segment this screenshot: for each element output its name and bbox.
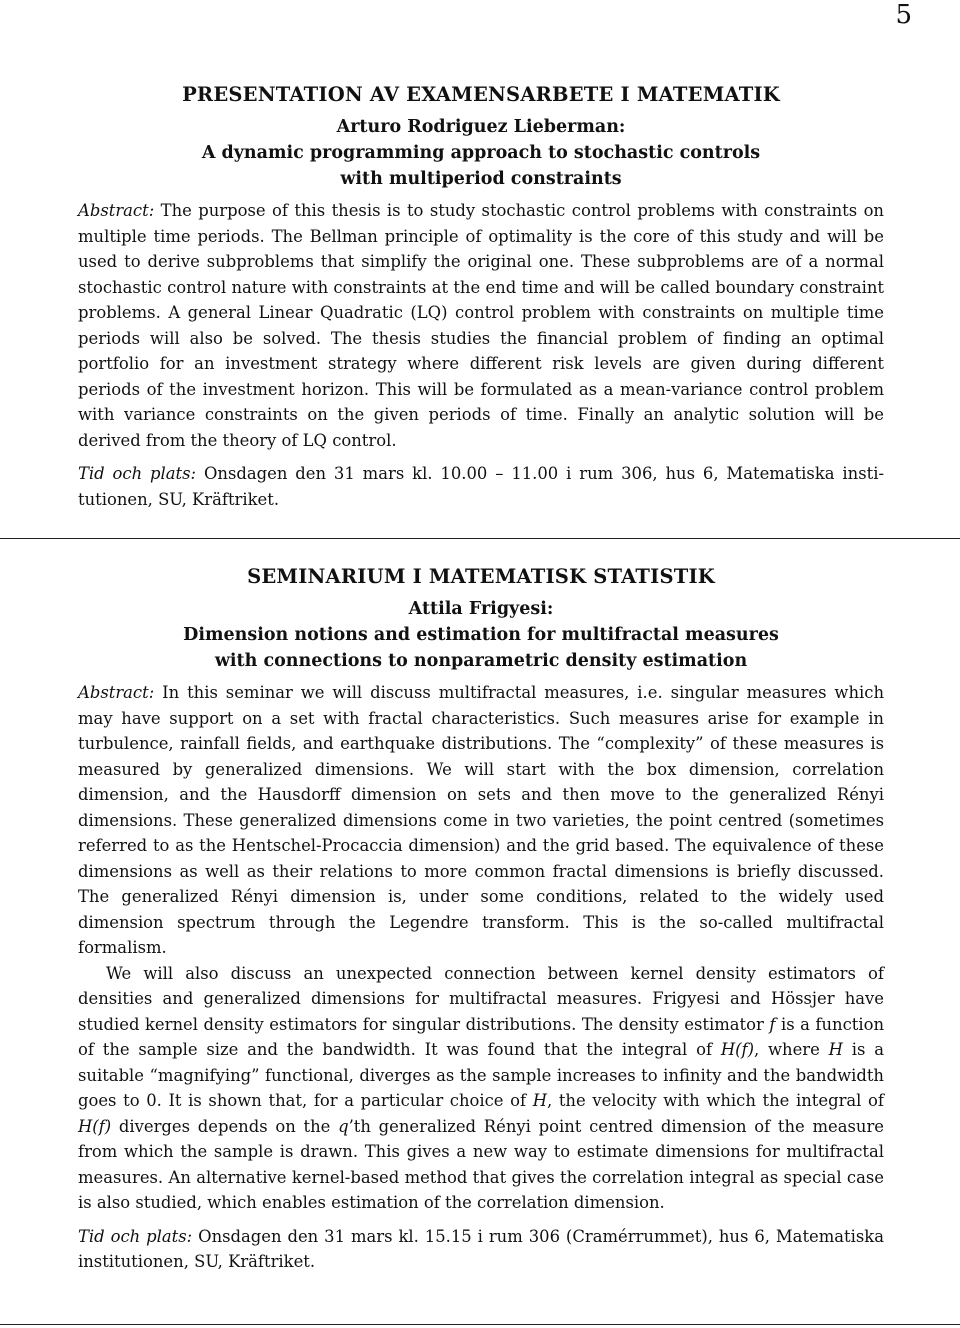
text-run: is a function of the sample size and the bandwidth. It was found that the integral of: [78, 1014, 885, 1059]
talk-title-line1: A dynamic programming approach to stochastic controls: [201, 143, 761, 163]
page-number: 5: [895, 0, 912, 30]
speaker-name: Arturo Rodriguez Lieberman:: [336, 117, 626, 137]
abstract-paragraph-2: [78, 961, 884, 1216]
bottom-divider: [0, 1324, 960, 1325]
speaker-name: Attila Frigyesi:: [408, 599, 554, 619]
abstract-label: Abstract:: [78, 683, 155, 702]
text-run: is a suitable “magnifying” functional, diverges as the sample increases to infinity and the bandwidth goes to 0. It is shown that, for a particular choice of: [78, 1040, 884, 1110]
time-place-text: Onsdagen den 31 mars kl. 15.15 i rum 306 (Cramérrummet), hus 6, Matematiska institutionen, SU, Kräftriket.: [78, 1226, 884, 1271]
abstract: [78, 198, 884, 453]
section-divider: [0, 538, 960, 539]
abstract-text: The purpose of this thesis is to study stochastic control problems with constraints on multiple time periods. The Bellman principle of optimality is the core of this study and will be used to derive subproblems that simplify the original one. These subproblems are of a normal stochastic control nature with constraints at the end time and will be called boundary constraint problems. A general Linear Quadratic (LQ) control problem with constraints on multiple time periods will also be solved. The thesis studies the financial problem of finding an optimal portfolio for an investment strategy where different risk levels are given during different periods of the investment horizon. This will be formulated as a mean-variance control problem with variance constraints on the given periods of time. Finally an analytic solution will be derived from the theory of LQ control.: [78, 201, 884, 450]
abstract-paragraph: [78, 198, 884, 453]
time-place: [78, 461, 884, 512]
abstract-label: Abstract:: [78, 201, 155, 220]
abstract: [78, 680, 884, 1216]
text-run: , the velocity with which the integral of: [547, 1091, 884, 1110]
text-run: diverges depends on the: [111, 1116, 339, 1136]
section-seminar-statistics: [78, 562, 884, 1275]
text-run: We will also discuss an unexpected connection between kernel density estimators of densities and generalized dimensions for multifractal measures. Frigyesi and Hössjer have studied kernel density estimators for singular distributions. The density estimator: [78, 963, 884, 1034]
math-H: H: [532, 1091, 547, 1110]
math-f: f: [769, 1014, 776, 1034]
section-heading: PRESENTATION AV EXAMENSARBETE I MATEMATIK: [182, 83, 780, 106]
section-thesis-presentation: [78, 80, 884, 512]
talk-title-line1: Dimension notions and estimation for multifractal measures: [183, 625, 779, 645]
math-Hf: H(f): [78, 1116, 112, 1136]
talk-title-line2: with multiperiod constraints: [340, 169, 622, 189]
math-Hf: H(f): [720, 1040, 754, 1059]
time-place-label: Tid och plats:: [78, 1226, 193, 1246]
abstract-paragraph-1: [78, 680, 884, 961]
talk-title-line2: with connections to nonparametric density estimation: [214, 651, 748, 671]
math-H: H: [828, 1040, 843, 1059]
time-place: [78, 1224, 884, 1275]
text-run: , where: [754, 1040, 829, 1059]
text-run: ’th generalized Rényi point centred dimension of the measure from which the sample is drawn. This gives a new way to estimate dimensions for multifractal measures. An alternative kernel-based method that gives the correlation integral as special case is also studied, which enables estimation of the correlation dimension.: [78, 1116, 885, 1212]
time-place-text: Onsdagen den 31 mars kl. 10.00 – 11.00 i rum 306, hus 6, Matematiska institutionen, SU, Kräftriket.: [78, 464, 885, 509]
section-heading: SEMINARIUM I MATEMATISK STATISTIK: [247, 565, 715, 588]
time-place-label: Tid och plats:: [78, 464, 197, 483]
abstract-text-1: In this seminar we will discuss multifractal measures, i.e. singular measures which may have support on a set with fractal characteristics. Such measures arise for example in turbulence, rainfall fields, and earthquake distributions. The “complexity” of these measures is measured by generalized dimensions. We will start with the box dimension, correlation dimension, and the Hausdorff dimension on sets and then move to the generalized Rényi dimensions. These generalized dimensions come in two varieties, the point centred (sometimes referred to as the Hentschel-Procaccia dimension) and the grid based. The equivalence of these dimensions as well as their relations to more common fractal dimensions is briefly discussed. The generalized Rényi dimension is, under some conditions, related to the widely used dimension spectrum through the Legendre transform. This is the so-called multifractal formalism.: [78, 683, 884, 957]
math-q: q: [338, 1116, 349, 1136]
